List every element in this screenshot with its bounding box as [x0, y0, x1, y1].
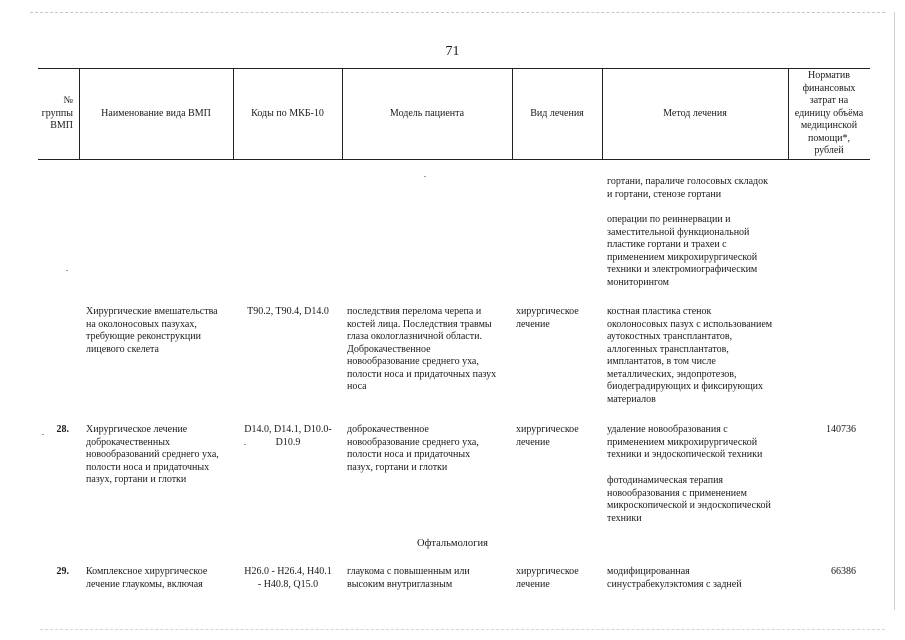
row-28-number: 28.: [56, 424, 69, 435]
row-29-method: [607, 566, 742, 591]
text-line: микроскопической и эндоскопической: [607, 500, 771, 511]
text-line: доброкачественных: [86, 436, 170, 448]
text-line: хирургическое: [516, 566, 579, 577]
text-line: Доброкачественное: [347, 343, 431, 355]
header-icd-codes: [233, 68, 342, 160]
scan-edge-bottom: [40, 629, 885, 630]
text-line: глаукома с повышенным или: [347, 566, 470, 577]
text-line: Хирургическое лечение: [86, 424, 188, 435]
text-line: ВМП: [50, 120, 73, 132]
header-cost-norm-lines: [795, 70, 863, 158]
row-29-type: [516, 566, 579, 591]
header-group-number: [38, 68, 79, 160]
text-line: костей лица. Последствия травмы: [347, 318, 492, 330]
text-line: новообразования с применением: [607, 487, 747, 499]
scan-speck: [66, 270, 68, 271]
row-sinus-method: [607, 306, 772, 406]
text-line: применением микрохирургической: [607, 251, 758, 263]
header-vmp-name: [79, 68, 233, 160]
row-sinus-name: [86, 306, 218, 356]
text-line: околоносовых пазух с использованием: [607, 318, 773, 330]
col-divider: [233, 68, 234, 160]
text-line: рублей: [814, 145, 844, 157]
text-line: затрат на: [809, 95, 849, 107]
text-line: материалов: [607, 393, 656, 405]
text-line: полости носа и придаточных пазух: [347, 368, 497, 380]
text-line: и гортани, стенозе гортани: [607, 188, 722, 200]
text-line: удаление новообразования с: [607, 424, 728, 435]
text-line: новообразование среднего уха,: [347, 356, 479, 367]
text-line: глаза окологлазничной области.: [347, 331, 482, 342]
col-divider: [79, 68, 80, 160]
scan-speck: [42, 434, 44, 435]
col-divider: [602, 68, 603, 160]
row-sinus-codes: [238, 306, 338, 319]
text-line: полости носа и придаточных: [347, 449, 471, 460]
text-line: T90.2, T90.4, D14.0: [247, 306, 329, 317]
continued-method-text: [607, 214, 757, 289]
row-28-cost: 140736: [826, 424, 856, 435]
text-line: металлических, эндопротезов,: [607, 368, 737, 380]
text-line: пазух, гортани и глотки: [86, 474, 187, 485]
row-28-type: [516, 424, 579, 449]
header-group-number-lines: [42, 95, 73, 133]
text-line: носа: [347, 381, 367, 392]
header-vmp-name-text: Наименование вида ВМП: [101, 107, 211, 119]
text-line: доброкачественное: [347, 424, 429, 435]
text-line: биодеградирующих и фиксирующих: [607, 381, 764, 392]
header-treatment-method-text: Метод лечения: [663, 107, 727, 119]
text-line: требующие реконструкции: [86, 331, 201, 342]
header-cost-norm: [788, 68, 870, 160]
text-line: единицу объёма: [794, 107, 864, 119]
text-line: гортани, параличе голосовых складок: [607, 176, 768, 187]
row-28-method: [607, 475, 771, 525]
text-line: помощи*,: [807, 132, 851, 144]
text-line: синустрабекулэктомия с задней: [607, 578, 742, 590]
page-number: 71: [445, 44, 460, 59]
text-line: финансовых: [802, 82, 856, 94]
col-divider: [788, 68, 789, 160]
text-line: Норматив: [808, 70, 850, 82]
text-line: полости носа и придаточных: [86, 461, 210, 473]
text-line: лечение: [516, 578, 550, 590]
text-line: Комплексное хирургическое: [86, 566, 208, 577]
header-patient-model: [342, 68, 512, 160]
text-line: применением микрохирургической: [607, 436, 758, 448]
header-treatment-type: [512, 68, 602, 160]
row-29-model: [347, 566, 470, 591]
text-line: пластике гортани и трахеи с: [607, 239, 727, 250]
text-line: хирургическое: [516, 424, 579, 435]
scan-speck: [424, 176, 426, 177]
header-icd-codes-text: Коды по МКБ-10: [251, 107, 324, 119]
text-line: модифицированная: [607, 566, 690, 577]
row-29-cost: 66386: [831, 566, 856, 577]
header-treatment-method: [602, 68, 788, 160]
text-line: мониторингом: [607, 276, 669, 288]
row-sinus-type: [516, 306, 579, 331]
row-28-method: [607, 424, 762, 462]
text-line: группы: [41, 107, 73, 119]
text-line: костная пластика стенок: [607, 306, 712, 317]
text-line: имплантатов, в том числе: [607, 356, 716, 367]
header-treatment-type-text: Вид лечения: [530, 107, 584, 119]
text-line: H26.0 - H26.4, H40.1: [244, 566, 332, 577]
text-line: медицинской: [800, 120, 858, 132]
text-line: техники и электромиографическим: [607, 264, 758, 275]
header-patient-model-text: Модель пациента: [389, 107, 465, 119]
row-sinus-model: [347, 306, 496, 394]
text-line: аллогенных трансплантатов,: [607, 343, 729, 355]
text-line: лечение: [516, 318, 550, 330]
continued-method-text: [607, 176, 768, 201]
col-divider: [512, 68, 513, 160]
text-line: высоким внутриглазным: [347, 578, 453, 590]
scan-speck: [244, 444, 246, 445]
text-line: операции по реиннервации и: [607, 214, 731, 225]
text-line: пазух, гортани и глотки: [347, 461, 448, 473]
row-28-codes: [236, 424, 340, 449]
text-line: D14.0, D14.1, D10.0-: [244, 424, 332, 435]
text-line: лицевого скелета: [86, 343, 159, 355]
text-line: №: [63, 95, 73, 107]
section-title: Офтальмология: [417, 538, 488, 549]
text-line: лечение: [516, 436, 550, 448]
text-line: новообразование среднего уха,: [347, 436, 479, 448]
row-28-model: [347, 424, 479, 474]
text-line: - H40.8, Q15.0: [257, 578, 319, 590]
text-line: последствия перелома черепа и: [347, 306, 482, 317]
text-line: хирургическое: [516, 306, 579, 317]
text-line: фотодинамическая терапия: [607, 475, 724, 486]
row-28-name: [86, 424, 219, 487]
text-line: на околоносовых пазухах,: [86, 318, 197, 330]
row-29-codes: [236, 566, 340, 591]
row-29-name: [86, 566, 207, 591]
text-line: техники и эндоскопической техники: [607, 449, 763, 460]
row-29-number: 29.: [56, 566, 69, 577]
text-line: техники: [607, 512, 642, 524]
col-divider: [342, 68, 343, 160]
text-line: Хирургические вмешательства: [86, 306, 218, 317]
text-line: D10.9: [275, 436, 301, 448]
scan-edge-right: [894, 12, 895, 610]
text-line: новообразований среднего уха,: [86, 449, 219, 460]
text-line: заместительной функциональной: [607, 226, 750, 238]
text-line: аутокостных трансплантатов,: [607, 331, 733, 342]
scan-edge-top: [30, 12, 885, 13]
text-line: лечение глаукомы, включая: [86, 578, 203, 590]
